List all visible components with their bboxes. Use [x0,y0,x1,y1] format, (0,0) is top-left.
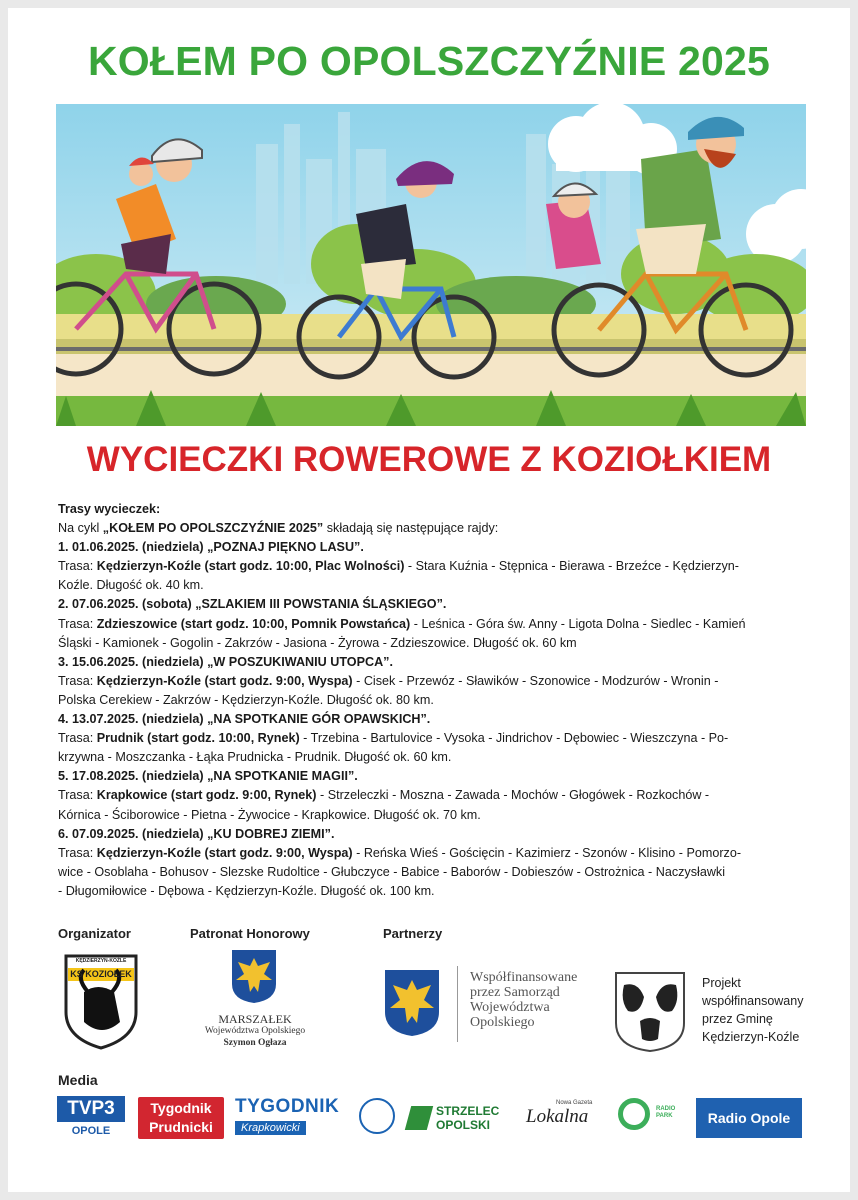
partner1-line1: Współfinansowane [470,970,578,985]
prudnicki-line2: Prudnicki [149,1119,213,1135]
partner1-line4: Opolskiego [470,1015,535,1030]
route-3-line [58,672,808,691]
prudnicki-line1: Tygodnik [150,1100,212,1116]
partner1-line3: Województwa [470,1000,550,1015]
route-1-line [58,557,808,576]
lokalna-small: Nowa Gazeta [556,1100,593,1106]
partner-divider [457,966,458,1042]
route-4-line [58,729,808,748]
route-2-start: Zdzieszowice (start godz. 10:00, Pomnik Powstańca) [96,616,411,631]
media-label: Media [58,1072,98,1088]
organizer-logo [62,952,140,1050]
route-2-line2: Śląski - Kamionek - Gogolin - Zakrzów - Jasiona - Żyrowa - Zdzieszowice. Długość ok. 60 km [58,635,577,650]
strzelec-line2: OPOLSKI [436,1118,491,1132]
organizer-logo-name: KS KOZIOŁEK [70,969,132,979]
route-3-start: Kędzierzyn-Koźle (start godz. 9:00, Wyspa) [96,673,353,688]
route-6-line3: - Długomiłowice - Dębowa - Kędzierzyn-Koźle. Długość ok. 100 km. [58,883,435,898]
krapkowicki-line1: TYGODNIK [235,1096,340,1117]
krapkowicki-emblem-icon [359,1098,395,1134]
cyclists-illustration-svg [56,104,806,426]
goat-crest-icon [614,971,686,1053]
tvp3-sub: OPOLE [71,1125,111,1137]
route-6-line [58,844,808,863]
partner2-line4: Kędzierzyn-Koźle [702,1030,800,1044]
route-6-heading: 6. 07.09.2025. (niedziela) „KU DOBREJ ZIEMI”. [58,826,335,841]
routes-intro [58,519,808,538]
route-4-start: Prudnik (start godz. 10:00, Rynek) [96,731,300,746]
intro-cycle-name: „KOŁEM PO OPOLSZCZYŹNIE 2025” [102,521,324,536]
partner2-line2: współfinansowany [702,994,804,1008]
tygodnik-prudnicki-logo [138,1097,224,1139]
partner2-line3: przez Gminę [702,1012,773,1026]
intro-text: Na cykl [58,521,103,536]
partner2-text [702,974,803,1046]
trasa-label: Trasa: [58,788,97,803]
patron-line3: Szymon Ogłaza [223,1038,287,1048]
eagle-crest-icon [383,968,441,1038]
partner2-crest [614,971,686,1053]
trasa-label: Trasa: [58,559,97,574]
route-5-path: - Strzeleczki - Moszna - Zawada - Mochów - Głogówek - Rozkochów - [316,788,710,803]
patron-eagle-logo [230,948,278,1004]
partner1-text [470,970,577,1030]
organizer-label: Organizator [58,926,131,941]
route-4-line2: krzywna - Moszczanka - Łąka Prudnicka - Prudnik. Długość ok. 60 km. [58,750,452,765]
route-6-path: - Reńska Wieś - Gościęcin - Kazimierz - Szonów - Klisino - Pomorzo- [352,845,742,860]
trasa-label: Trasa: [58,845,97,860]
route-5-line2: Kórnica - Ściborowice - Pietna - Żywocice - Krapkowice. Długość ok. 70 km. [58,807,481,822]
route-5-heading: 5. 17.08.2025. (niedziela) „NA SPOTKANIE MAGII”. [58,769,358,784]
radio-park-logo [618,1096,690,1138]
partner2-line1: Projekt [702,976,741,990]
poster-title: KOŁEM PO OPOLSZCZYŹNIE 2025 [87,38,771,84]
strzelec-line1: STRZELEC [436,1104,500,1118]
cyclists-illustration [56,104,806,426]
tvp3-opole-logo [57,1096,127,1142]
patron-label: Patronat Honorowy [190,926,310,941]
trasa-label: Trasa: [58,731,97,746]
lokalna-logo [526,1100,610,1136]
goat-shield-icon [62,952,140,1050]
route-3-line2: Polska Cerekiew - Zakrzów - Kędzierzyn-Koźle. Długość ok. 80 km. [58,692,434,707]
radiopark-name: RADIO PARK [656,1106,676,1119]
lokalna-name: Lokalna [526,1106,589,1127]
strzelec-mark-icon [405,1106,433,1130]
tygodnik-krapkowicki-logo [235,1096,395,1136]
patron-line1: MARSZAŁEK [218,1012,292,1026]
krapkowicki-line2: Krapkowicki [235,1121,306,1135]
routes-text [58,500,808,901]
route-3-path: - Cisek - Przewóz - Sławików - Szonowice - Modzurów - Wronin - [352,673,719,688]
intro-text-end: składają się następujące rajdy: [323,521,499,536]
route-1-start: Kędzierzyn-Koźle (start godz. 10:00, Plac Wolności) [96,559,405,574]
route-2-heading: 2. 07.06.2025. (sobota) „SZLAKIEM III POWSTANIA ŚLĄSKIEGO”. [58,597,447,612]
route-4-path: - Trzebina - Bartulovice - Vysoka - Jindrichov - Dębowiec - Wieszczyna - Po- [299,731,729,746]
trasa-label: Trasa: [58,673,97,688]
route-1-path: - Stara Kuźnia - Stępnica - Bierawa - Brzeźce - Kędzierzyn- [404,559,739,574]
patron-line2: Województwa Opolskiego [204,1026,306,1036]
route-1-heading: 1. 01.06.2025. (niedziela) „POZNAJ PIĘKNO LASU”. [58,540,364,555]
eagle-crest-icon [230,948,278,1004]
organizer-logo-top: KĘDZIERZYN-KOŹLE [75,958,127,964]
route-5-start: Krapkowice (start godz. 9:00, Rynek) [96,788,317,803]
strzelec-opolski-logo [408,1104,512,1134]
route-4-heading: 4. 13.07.2025. (niedziela) „NA SPOTKANIE GÓR OPAWSKICH”. [58,712,431,727]
partners-label: Partnerzy [383,926,443,941]
route-6-start: Kędzierzyn-Koźle (start godz. 9:00, Wyspa) [96,845,353,860]
poster-subtitle: WYCIECZKI ROWEROWE Z KOZIOŁKIEM [86,440,772,479]
tvp3-badge: TVP3 [57,1096,125,1122]
route-5-line [58,786,808,805]
radiopark-ring-icon [618,1098,650,1130]
route-2-path: - Leśnica - Góra św. Anny - Ligota Dolna - Siedlec - Kamień [410,616,746,631]
route-3-heading: 3. 15.06.2025. (niedziela) „W POSZUKIWANIU UTOPCA”. [58,654,393,669]
routes-heading: Trasy wycieczek: [58,502,161,516]
partner1-crest [383,968,441,1038]
route-6-line2: wice - Osoblaha - Bohusov - Slezske Rudoltice - Głubczyce - Babice - Baborów - Dobieszów - Ostrożnica - Naczysławki [58,864,726,879]
partner1-line2: przez Samorząd [470,985,560,1000]
route-1-line2: Koźle. Długość ok. 40 km. [58,578,204,593]
route-2-line [58,615,808,634]
radio-opole-logo: Radio Opole [696,1098,802,1138]
trasa-label: Trasa: [58,616,97,631]
